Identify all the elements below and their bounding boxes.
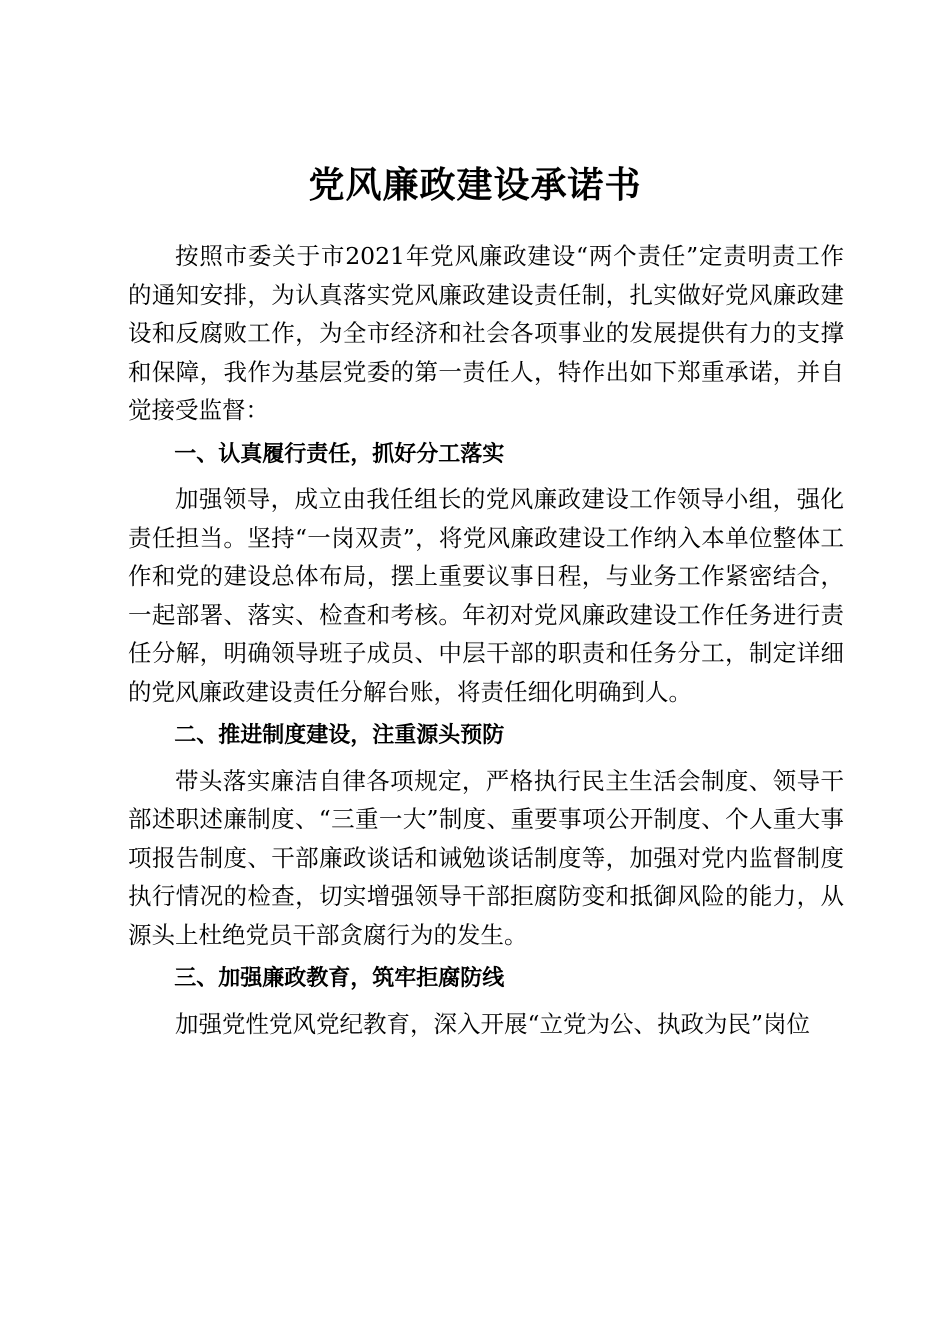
section-heading-3: 三、加强廉政教育，筑牢拒腐防线 xyxy=(174,966,505,991)
section-body-1: 加强领导，成立由我任组长的党风廉政建设工作领导小组，强化责任担当。坚持“一岗双责”，将党风廉政建设工作纳入本单位整体工作和党的建设总体布局，摆上重要议事日程，与业务工作紧密结合，一起部署、落实、检查和考核。年初对党风廉政建设工作任务进行责任分解，明确领导班子成员、中层干部的职责和任务分工，制定详细的党风廉政建设责任分解台账，将责任细化明确到人。 xyxy=(128,485,844,706)
document-title: 党风廉政建设承诺书 xyxy=(308,165,642,206)
intro-paragraph: 按照市委关于市2021年党风廉政建设“两个责任”定责明责工作的通知安排，为认真落实党风廉政建设责任制，扎实做好党风廉政建设和反腐败工作，为全市经济和社会各项事业的发展提供有力的支撑和保障，我作为基层党委的第一责任人，特作出如下郑重承诺，并自觉接受监督： xyxy=(128,242,844,424)
section-body-2: 带头落实廉洁自律各项规定，严格执行民主生活会制度、领导干部述职述廉制度、“三重一大”制度、重要事项公开制度、个人重大事项报告制度、干部廉政谈话和诫勉谈话制度等，加强对党内监督制度执行情况的检查，切实增强领导干部拒腐防变和抵御风险的能力，从源头上杜绝党员干部贪腐行为的发生。 xyxy=(128,766,844,949)
document-body xyxy=(128,237,844,1043)
section-heading-2: 二、推进制度建设，注重源头预防 xyxy=(174,723,505,748)
section-body-3: 加强党性党风党纪教育，深入开展“立党为公、执政为民”岗位 xyxy=(175,1009,811,1038)
section-heading-1: 一、认真履行责任，抓好分工落实 xyxy=(174,441,505,467)
